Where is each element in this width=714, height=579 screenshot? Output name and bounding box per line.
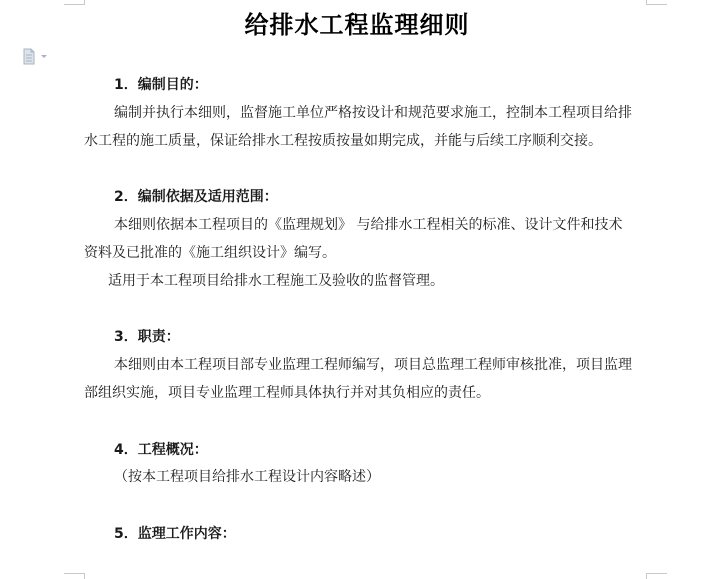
page-corner-mark	[646, 0, 667, 5]
document-title: 给排水工程监理细则	[244, 11, 470, 39]
paragraph-line: （按本工程项目给排水工程设计内容略述）	[114, 469, 380, 485]
page-corner-mark	[64, 573, 85, 579]
document-icon	[22, 48, 52, 66]
section-heading: 2．编制依据及适用范围：	[114, 189, 278, 205]
page-corner-mark	[646, 573, 667, 579]
page-corner-mark	[64, 0, 85, 5]
section-heading: 5．监理工作内容：	[114, 526, 236, 542]
paragraph-line: 部组织实施，项目专业监理工程师具体执行并对其负相应的责任。	[84, 385, 490, 401]
section-heading: 4．工程概况：	[114, 442, 208, 458]
paragraph-line: 本细则由本工程项目部专业监理工程师编写，项目总监理工程师审核批准，项目监理	[114, 357, 632, 373]
document-menu-button[interactable]	[22, 48, 52, 66]
paragraph-line: 适用于本工程项目给排水工程施工及验收的监督管理。	[108, 273, 444, 289]
section-heading: 1．编制目的：	[114, 77, 208, 93]
caret-down-icon	[41, 55, 47, 58]
paragraph-line: 编制并执行本细则，监督施工单位严格按设计和规范要求施工，控制本工程项目给排	[114, 105, 632, 121]
paragraph-line: 水工程的施工质量，保证给排水工程按质按量如期完成，并能与后续工序顺利交接。	[84, 133, 602, 149]
paragraph-line: 本细则依据本工程项目的《监理规划》 与给排水工程相关的标准、设计文件和技术	[114, 217, 623, 233]
paragraph-line: 资料及已批准的《施工组织设计》编写。	[84, 245, 336, 261]
section-heading: 3．职责：	[114, 329, 180, 345]
